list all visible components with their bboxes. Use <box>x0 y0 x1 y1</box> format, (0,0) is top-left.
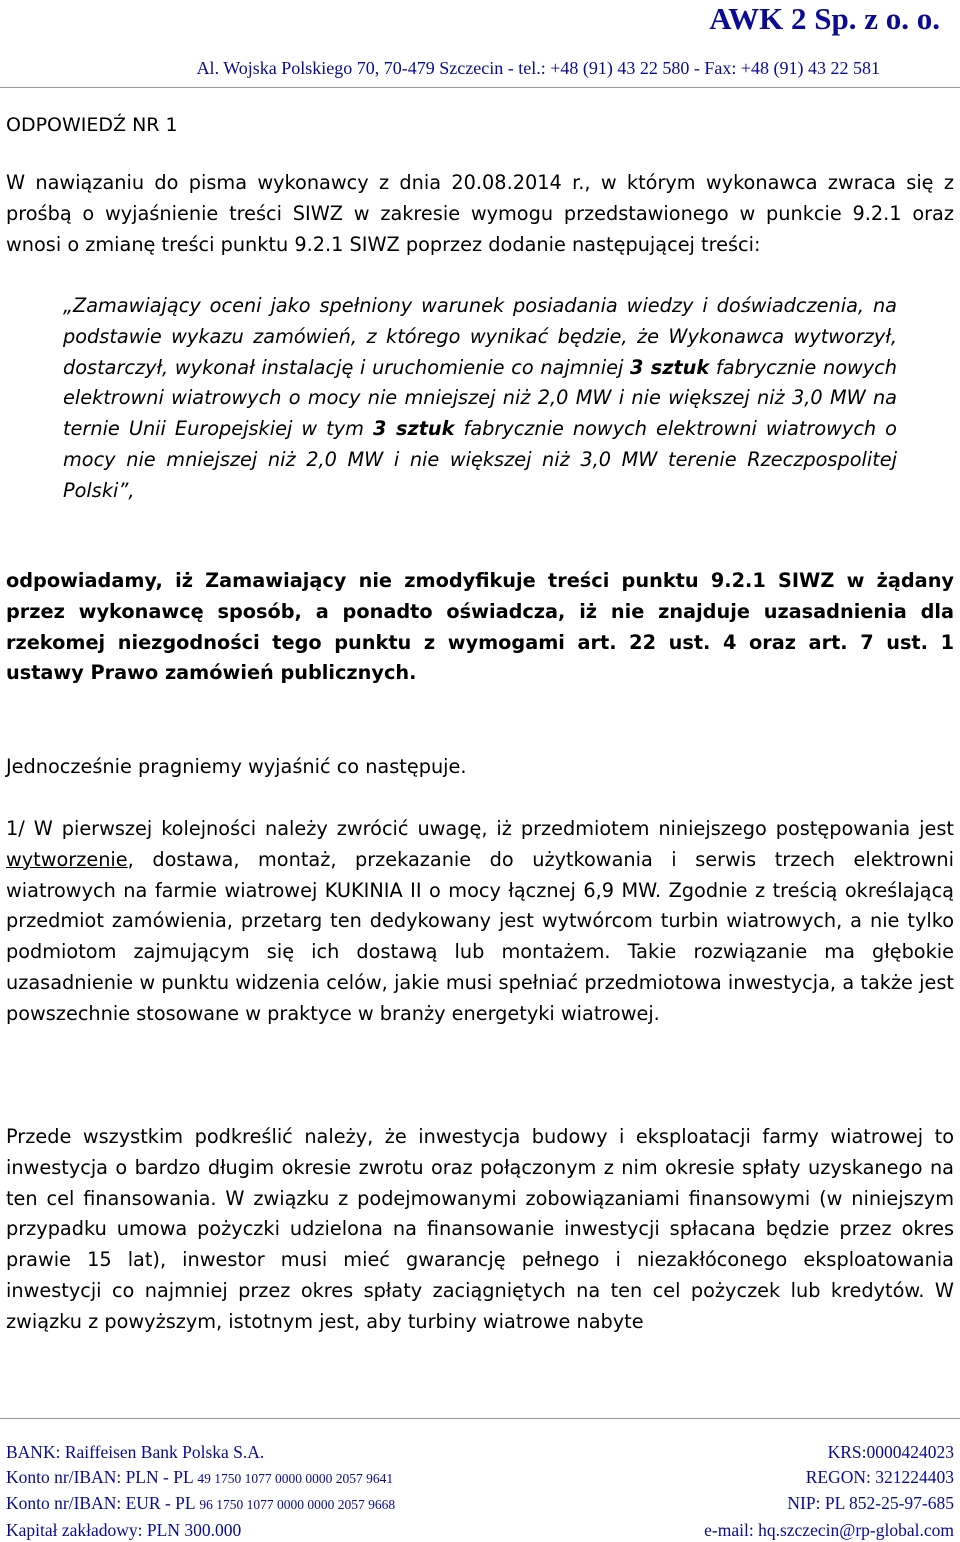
quoted-clause <box>63 291 897 507</box>
quote-text-3: fabrycznie nowych elektrowni wiatrowych o mocy nie mniejszej niż 2,0 MW i nie większej niż 3,0 MW terenie Rzeczpospolitej Polski”, <box>63 417 897 502</box>
pln-number: 49 1750 1077 0000 0000 2057 9641 <box>197 1471 393 1486</box>
quote-text-2: fabrycznie nowych elektrowni wiatrowych o mocy nie mniejszej niż 2,0 MW i nie większej niż 3,0 MW na ternie Unii Europejskiej w tym <box>63 356 897 441</box>
footer-divider <box>0 1418 960 1419</box>
company-address: Al. Wojska Polskiego 70, 70-479 Szczecin - tel.: +48 (91) 43 22 580 - Fax: +48 (91) 43 22 581 <box>197 57 880 79</box>
intro-paragraph: W nawiązaniu do pisma wykonawcy z dnia 20.08.2014 r., w którym wykonawca zwraca się z prośbą o wyjaśnienie treści SIWZ w zakresie wymogu przedstawionego w punkcie 9.2.1 oraz wnosi o zmianę treści punktu 9.2.1 SIWZ poprzez dodanie następującej treści: <box>6 168 954 260</box>
footer-krs: KRS:0000424023 <box>828 1440 954 1465</box>
company-name: AWK 2 Sp. z o. o. <box>709 2 940 36</box>
answer-paragraph: odpowiadamy, iż Zamawiający nie zmodyfikuje treści punktu 9.2.1 SIWZ w żądany przez wykonawcę sposób, a ponadto oświadcza, iż nie znajduje uzasadnienia dla rzekomej niezgodności tego punktu z wymogami art. 22 ust. 4 oraz art. 7 ust. 1 ustawy Prawo zamówień publicznych. <box>6 566 954 689</box>
footer-capital: Kapitał zakładowy: PLN 300.000 <box>6 1518 241 1542</box>
footer <box>6 1440 954 1542</box>
footer-eur-account <box>6 1491 395 1518</box>
footer-bank: BANK: Raiffeisen Bank Polska S.A. <box>6 1440 264 1465</box>
footer-regon: REGON: 321224403 <box>806 1465 954 1492</box>
footer-email: e-mail: hq.szczecin@rp-global.com <box>704 1518 954 1542</box>
eur-number: 96 1750 1077 0000 0000 2057 9668 <box>199 1497 395 1512</box>
eur-label: Konto nr/IBAN: EUR - PL <box>6 1493 199 1513</box>
footer-row-1 <box>6 1440 954 1465</box>
header-divider <box>0 87 960 88</box>
footer-row-2 <box>6 1465 954 1492</box>
document-title: ODPOWIEDŹ NR 1 <box>6 114 178 136</box>
explanation-intro: Jednocześnie pragniemy wyjaśnić co następuje. <box>6 752 954 783</box>
quote-text-1: „Zamawiający oceni jako spełniony warunek posiadania wiedzy i doświadczenia, na podstawie wykazu zamówień, z którego wynikać będzie, że Wykonawca wytworzył, dostarczył, wykonał instalację i uruchomienie co najmniej <box>63 294 897 379</box>
point-1-text-a: 1/ W pierwszej kolejności należy zwrócić uwagę, iż przedmiotem niniejszego postępowania jest <box>6 817 954 840</box>
quote-bold-2: 3 sztuk <box>373 417 455 440</box>
footer-nip: NIP: PL 852-25-97-685 <box>787 1491 954 1518</box>
point-1-underlined: wytworzenie <box>6 848 128 871</box>
footer-row-4 <box>6 1518 954 1542</box>
pln-label: Konto nr/IBAN: PLN - PL <box>6 1467 197 1487</box>
point-1-paragraph <box>6 814 954 1030</box>
point-1-text-b: , dostawa, montaż, przekazanie do użytkowania i serwis trzech elektrowni wiatrowych na farmie wiatrowej KUKINIA II o mocy łącznej 6,9 MW. Zgodnie z treścią określającą przedmiot zamówienia, przetarg ten dedykowany jest wytwórcom turbin wiatrowych, a nie tylko podmiotom zajmującym się ich dostawą lub montażem. Takie rozwiązanie ma głębokie uzasadnienie w punktu widzenia celów, jakie musi spełniać przedmiotowa inwestycja, a także jest powszechnie stosowane w praktyce w branży energetyki wiatrowej. <box>6 848 954 1025</box>
footer-pln-account <box>6 1465 393 1492</box>
quote-bold-1: 3 sztuk <box>630 356 709 379</box>
footer-row-3 <box>6 1491 954 1518</box>
financing-paragraph: Przede wszystkim podkreślić należy, że inwestycja budowy i eksploatacji farmy wiatrowej to inwestycja o bardzo długim okresie zwrotu oraz połączonym z nim okresie spłaty uzyskanego na ten cel finansowania. W związku z podejmowanymi zobowiązaniami finansowymi (w niniejszym przypadku umowa pożyczki udzielona na finansowanie inwestycji spłacana będzie przez okres prawie 15 lat), inwestor musi mieć gwarancję pełnego i niezakłóconego eksploatowania inwestycji co najmniej przez okres spłaty zaciągniętych na ten cel pożyczek lub kredytów. W związku z powyższym, istotnym jest, aby turbiny wiatrowe nabyte <box>6 1122 954 1338</box>
